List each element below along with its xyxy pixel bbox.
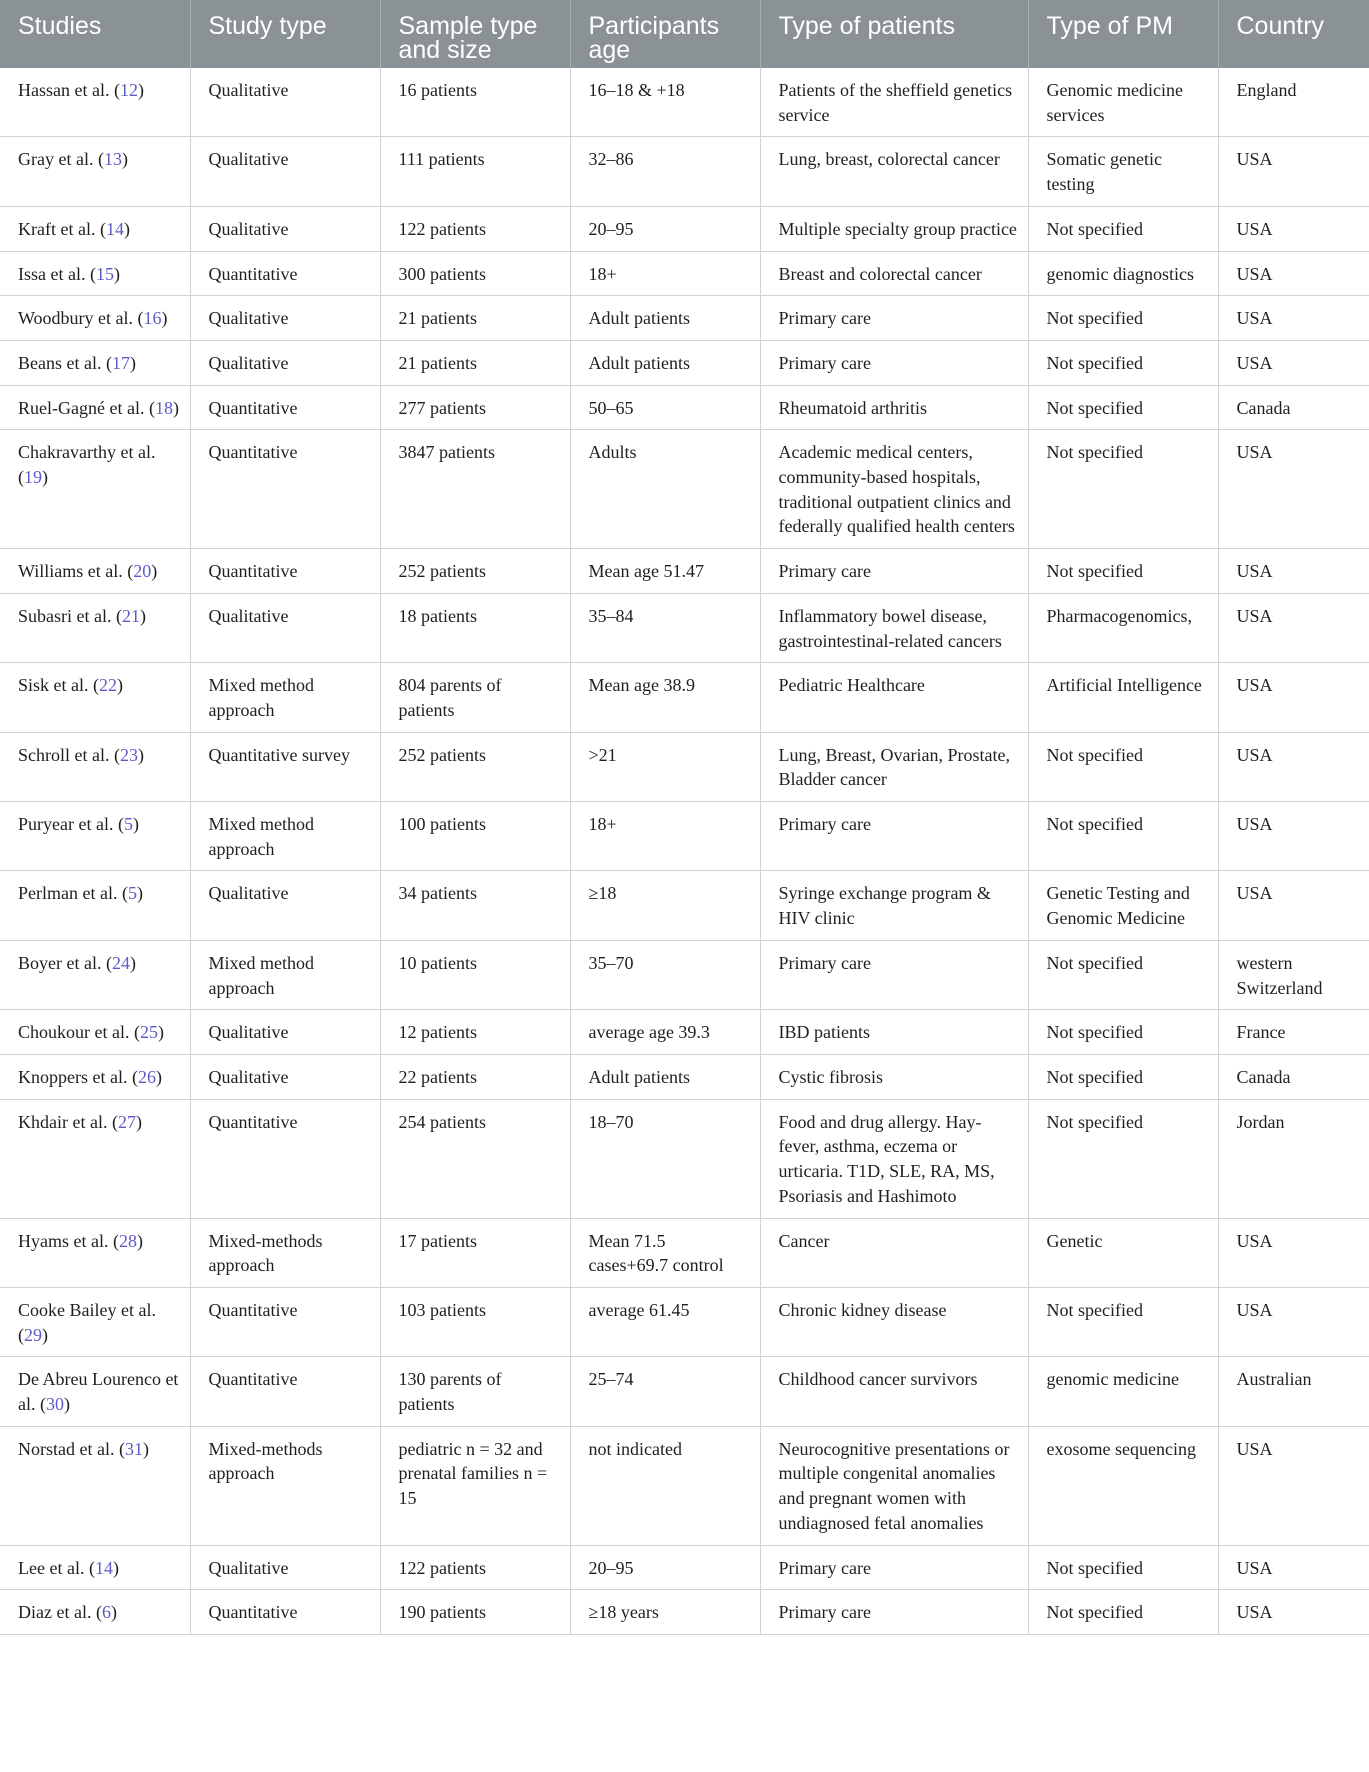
cell-type-of-patients: Rheumatoid arthritis [760, 385, 1028, 430]
cell-study: Gray et al. (13) [0, 137, 190, 206]
reference-link[interactable]: 13 [103, 149, 122, 170]
cell-type-of-pm: Not specified [1028, 802, 1218, 871]
cell-type-of-patients: Primary care [760, 802, 1028, 871]
cell-study-type: Quantitative [190, 549, 380, 594]
cell-sample: 21 patients [380, 340, 570, 385]
cell-study-type: Mixed-methods approach [190, 1426, 380, 1545]
table-row [0, 1010, 1369, 1055]
cell-type-of-patients: Primary care [760, 549, 1028, 594]
cell-type-of-pm: Not specified [1028, 940, 1218, 1009]
cell-study-type: Quantitative [190, 251, 380, 296]
table-row [0, 1099, 1369, 1218]
reference-link[interactable]: 30 [46, 1394, 64, 1415]
reference-link[interactable]: 29 [24, 1324, 42, 1345]
study-name: Choukour et al. [18, 1022, 130, 1043]
reference-link[interactable]: 5 [127, 883, 137, 904]
study-name: Diaz et al. [18, 1602, 92, 1623]
table-row [0, 251, 1369, 296]
cell-country: USA [1218, 430, 1369, 549]
table-row [0, 871, 1369, 940]
cell-type-of-patients: Primary care [760, 940, 1028, 1009]
cell-sample: 34 patients [380, 871, 570, 940]
reference-link[interactable]: 19 [24, 467, 42, 488]
study-name: De Abreu Lourenco et al. [18, 1369, 179, 1415]
reference-link[interactable]: 23 [119, 744, 138, 765]
cell-participants-age: Adult patients [570, 1054, 760, 1099]
reference-link[interactable]: 15 [95, 263, 114, 284]
table-row [0, 1287, 1369, 1356]
cell-study: De Abreu Lourenco et al. (30) [0, 1357, 190, 1426]
cell-study-type: Mixed-methods approach [190, 1218, 380, 1287]
header-row [0, 0, 1369, 68]
cell-study-type: Qualitative [190, 1545, 380, 1590]
cell-country: USA [1218, 1545, 1369, 1590]
cell-participants-age: Mean 71.5 cases+69.7 control [570, 1218, 760, 1287]
cell-country: USA [1218, 1426, 1369, 1545]
cell-sample: 254 patients [380, 1099, 570, 1218]
cell-sample: 17 patients [380, 1218, 570, 1287]
cell-study-type: Mixed method approach [190, 663, 380, 732]
cell-study: Subasri et al. (21) [0, 593, 190, 662]
cell-country: USA [1218, 137, 1369, 206]
cell-country: USA [1218, 296, 1369, 341]
cell-type-of-patients: Cystic fibrosis [760, 1054, 1028, 1099]
study-name: Subasri et al. [18, 605, 112, 626]
cell-study: Knoppers et al. (26) [0, 1054, 190, 1099]
cell-participants-age: 25–74 [570, 1357, 760, 1426]
cell-study-type: Qualitative [190, 296, 380, 341]
study-name: Puryear et al. [18, 814, 114, 835]
table-row [0, 802, 1369, 871]
table-row [0, 430, 1369, 549]
table-row [0, 1426, 1369, 1545]
study-name: Perlman et al. [18, 883, 118, 904]
cell-type-of-patients: Breast and colorectal cancer [760, 251, 1028, 296]
cell-study-type: Quantitative [190, 430, 380, 549]
cell-sample: 300 patients [380, 251, 570, 296]
cell-study-type: Mixed method approach [190, 940, 380, 1009]
cell-participants-age: 16–18 & +18 [570, 68, 760, 137]
reference-link[interactable]: 14 [94, 1557, 113, 1578]
cell-country: USA [1218, 593, 1369, 662]
cell-type-of-pm: Not specified [1028, 385, 1218, 430]
cell-participants-age: average age 39.3 [570, 1010, 760, 1055]
header-participants-age: Participants age [570, 0, 760, 68]
table-row [0, 940, 1369, 1009]
reference-link[interactable]: 21 [121, 605, 140, 626]
reference-link[interactable]: 5 [123, 814, 133, 835]
cell-study: Choukour et al. (25) [0, 1010, 190, 1055]
cell-study: Williams et al. (20) [0, 549, 190, 594]
cell-study: Hyams et al. (28) [0, 1218, 190, 1287]
cell-sample: 122 patients [380, 206, 570, 251]
study-name: Gray et al. [18, 149, 94, 170]
cell-study: Ruel-Gagné et al. (18) [0, 385, 190, 430]
cell-sample: 277 patients [380, 385, 570, 430]
cell-participants-age: 50–65 [570, 385, 760, 430]
cell-study-type: Qualitative [190, 871, 380, 940]
cell-sample: 10 patients [380, 940, 570, 1009]
reference-link[interactable]: 6 [101, 1602, 111, 1623]
header-sample-type-and-size: Sample type and size [380, 0, 570, 68]
cell-country: Jordan [1218, 1099, 1369, 1218]
cell-type-of-patients: Primary care [760, 1590, 1028, 1635]
cell-type-of-patients: Patients of the sheffield genetics service [760, 68, 1028, 137]
cell-study-type: Quantitative [190, 1590, 380, 1635]
table-row [0, 1218, 1369, 1287]
table-row [0, 206, 1369, 251]
cell-type-of-patients: Multiple specialty group practice [760, 206, 1028, 251]
cell-country: England [1218, 68, 1369, 137]
cell-participants-age: average 61.45 [570, 1287, 760, 1356]
cell-study: Issa et al. (15) [0, 251, 190, 296]
cell-type-of-pm: Not specified [1028, 340, 1218, 385]
cell-study: Puryear et al. (5) [0, 802, 190, 871]
cell-participants-age: 18+ [570, 251, 760, 296]
table-row [0, 1590, 1369, 1635]
reference-link[interactable]: 14 [105, 218, 124, 239]
cell-type-of-pm: Artificial Intelligence [1028, 663, 1218, 732]
cell-study-type: Qualitative [190, 340, 380, 385]
cell-type-of-patients: Lung, breast, colorectal cancer [760, 137, 1028, 206]
cell-country: France [1218, 1010, 1369, 1055]
reference-link[interactable]: 12 [119, 80, 138, 100]
cell-study-type: Mixed method approach [190, 802, 380, 871]
cell-type-of-pm: Not specified [1028, 549, 1218, 594]
cell-sample: 12 patients [380, 1010, 570, 1055]
study-name: Beans et al. [18, 352, 102, 373]
reference-link[interactable]: 24 [111, 952, 130, 973]
cell-study: Sisk et al. (22) [0, 663, 190, 732]
cell-participants-age: 32–86 [570, 137, 760, 206]
cell-country: USA [1218, 663, 1369, 732]
cell-type-of-pm: Somatic genetic testing [1028, 137, 1218, 206]
cell-type-of-patients: Pediatric Healthcare [760, 663, 1028, 732]
table-row [0, 1545, 1369, 1590]
cell-study-type: Quantitative [190, 1357, 380, 1426]
cell-type-of-patients: Food and drug allergy. Hay-fever, asthma, eczema or urticaria. T1D, SLE, RA, MS, Psoriasis and Hashimoto [760, 1099, 1028, 1218]
cell-type-of-pm: Genomic medicine services [1028, 68, 1218, 137]
cell-type-of-pm: Pharmacogenomics, [1028, 593, 1218, 662]
study-name: Schroll et al. [18, 744, 110, 765]
cell-study: Beans et al. (17) [0, 340, 190, 385]
study-name: Boyer et al. [18, 952, 102, 973]
cell-type-of-pm: Not specified [1028, 430, 1218, 549]
cell-study-type: Qualitative [190, 206, 380, 251]
reference-link[interactable]: 28 [118, 1230, 137, 1251]
reference-link[interactable]: 16 [143, 308, 162, 329]
study-name: Hyams et al. [18, 1230, 109, 1251]
cell-type-of-pm: Not specified [1028, 1010, 1218, 1055]
reference-link[interactable]: 26 [137, 1066, 156, 1087]
header-type-of-pm: Type of PM [1028, 0, 1218, 68]
study-name: Williams et al. [18, 561, 123, 582]
study-name: Woodbury et al. [18, 308, 134, 329]
cell-participants-age: ≥18 years [570, 1590, 760, 1635]
reference-link[interactable]: 20 [133, 561, 152, 582]
cell-study-type: Qualitative [190, 1054, 380, 1099]
cell-study: Perlman et al. (5) [0, 871, 190, 940]
table-row [0, 663, 1369, 732]
table-row [0, 1357, 1369, 1426]
cell-country: USA [1218, 1218, 1369, 1287]
reference-link[interactable]: 18 [154, 397, 173, 418]
cell-sample: 111 patients [380, 137, 570, 206]
cell-study-type: Qualitative [190, 137, 380, 206]
cell-type-of-pm: genomic diagnostics [1028, 251, 1218, 296]
table-row [0, 593, 1369, 662]
cell-country: USA [1218, 340, 1369, 385]
cell-participants-age: 18+ [570, 802, 760, 871]
study-name: Chakravarthy et al. [18, 442, 156, 463]
cell-sample: 100 patients [380, 802, 570, 871]
header-study-type: Study type [190, 0, 380, 68]
cell-type-of-patients: Childhood cancer survivors [760, 1357, 1028, 1426]
cell-participants-age: ≥18 [570, 871, 760, 940]
cell-country: USA [1218, 732, 1369, 801]
reference-link[interactable]: 17 [111, 352, 130, 373]
cell-country: USA [1218, 802, 1369, 871]
reference-link[interactable]: 25 [139, 1022, 158, 1043]
table-body [0, 68, 1369, 1634]
cell-participants-age: Adult patients [570, 340, 760, 385]
cell-type-of-patients: Neurocognitive presentations or multiple congenital anomalies and pregnant women with undiagnosed fetal anomalies [760, 1426, 1028, 1545]
cell-study: Boyer et al. (24) [0, 940, 190, 1009]
cell-participants-age: 20–95 [570, 1545, 760, 1590]
cell-study-type: Quantitative [190, 385, 380, 430]
cell-country: Canada [1218, 385, 1369, 430]
table-row [0, 137, 1369, 206]
study-name: Cooke Bailey et al. [18, 1299, 156, 1320]
cell-sample: 252 patients [380, 549, 570, 594]
header-type-of-patients: Type of patients [760, 0, 1028, 68]
cell-participants-age: not indicated [570, 1426, 760, 1545]
cell-study: Kraft et al. (14) [0, 206, 190, 251]
cell-study-type: Quantitative [190, 1099, 380, 1218]
study-name: Ruel-Gagné et al. [18, 397, 145, 418]
cell-sample: 130 parents of patients [380, 1357, 570, 1426]
reference-link[interactable]: 31 [124, 1438, 143, 1459]
cell-study: Woodbury et al. (16) [0, 296, 190, 341]
cell-type-of-patients: Syringe exchange program & HIV clinic [760, 871, 1028, 940]
table-header [0, 0, 1369, 68]
cell-study-type: Qualitative [190, 68, 380, 137]
cell-sample: pediatric n = 32 and prenatal families n = 15 [380, 1426, 570, 1545]
cell-participants-age: >21 [570, 732, 760, 801]
cell-study: Schroll et al. (23) [0, 732, 190, 801]
cell-study: Lee et al. (14) [0, 1545, 190, 1590]
table-row [0, 549, 1369, 594]
cell-sample: 804 parents of patients [380, 663, 570, 732]
cell-type-of-pm: Not specified [1028, 732, 1218, 801]
cell-type-of-patients: Primary care [760, 296, 1028, 341]
cell-type-of-pm: genomic medicine [1028, 1357, 1218, 1426]
cell-study-type: Qualitative [190, 1010, 380, 1055]
cell-sample: 16 patients [380, 68, 570, 137]
cell-study: Chakravarthy et al. (19) [0, 430, 190, 549]
cell-study: Cooke Bailey et al. (29) [0, 1287, 190, 1356]
study-name: Khdair et al. [18, 1111, 108, 1132]
cell-country: Canada [1218, 1054, 1369, 1099]
table-row [0, 296, 1369, 341]
cell-sample: 21 patients [380, 296, 570, 341]
cell-country: USA [1218, 206, 1369, 251]
cell-type-of-pm: exosome sequencing [1028, 1426, 1218, 1545]
cell-sample: 103 patients [380, 1287, 570, 1356]
study-name: Lee et al. [18, 1557, 85, 1578]
header-studies: Studies [0, 0, 190, 68]
reference-link[interactable]: 22 [99, 675, 117, 696]
cell-type-of-patients: Academic medical centers, community-based hospitals, traditional outpatient clinics and federally qualified health centers [760, 430, 1028, 549]
cell-country: USA [1218, 1590, 1369, 1635]
cell-study-type: Quantitative [190, 1287, 380, 1356]
cell-study: Norstad et al. (31) [0, 1426, 190, 1545]
study-name: Sisk et al. [18, 675, 89, 696]
study-name: Kraft et al. [18, 218, 96, 239]
cell-participants-age: 35–84 [570, 593, 760, 662]
cell-type-of-patients: IBD patients [760, 1010, 1028, 1055]
cell-study-type: Quantitative survey [190, 732, 380, 801]
cell-study: Diaz et al. (6) [0, 1590, 190, 1635]
study-name: Knoppers et al. [18, 1066, 128, 1087]
cell-study-type: Qualitative [190, 593, 380, 662]
cell-sample: 252 patients [380, 732, 570, 801]
table-row [0, 732, 1369, 801]
table-row [0, 385, 1369, 430]
cell-sample: 18 patients [380, 593, 570, 662]
cell-participants-age: 35–70 [570, 940, 760, 1009]
cell-sample: 3847 patients [380, 430, 570, 549]
cell-type-of-pm: Not specified [1028, 206, 1218, 251]
cell-type-of-patients: Primary care [760, 340, 1028, 385]
cell-country: USA [1218, 251, 1369, 296]
cell-sample: 22 patients [380, 1054, 570, 1099]
cell-study: Hassan et al. (12) [0, 68, 190, 137]
reference-link[interactable]: 27 [117, 1111, 136, 1132]
cell-participants-age: Mean age 38.9 [570, 663, 760, 732]
cell-study: Khdair et al. (27) [0, 1099, 190, 1218]
study-name: Norstad et al. [18, 1438, 115, 1459]
cell-country: USA [1218, 549, 1369, 594]
cell-participants-age: Adults [570, 430, 760, 549]
cell-country: Australian [1218, 1357, 1369, 1426]
cell-type-of-pm: Not specified [1028, 1287, 1218, 1356]
cell-country: USA [1218, 871, 1369, 940]
cell-type-of-patients: Inflammatory bowel disease, gastrointestinal-related cancers [760, 593, 1028, 662]
cell-type-of-patients: Lung, Breast, Ovarian, Prostate, Bladder cancer [760, 732, 1028, 801]
study-name: Hassan et al. [18, 80, 110, 100]
table-row [0, 340, 1369, 385]
cell-type-of-pm: Not specified [1028, 1590, 1218, 1635]
cell-type-of-pm: Not specified [1028, 296, 1218, 341]
cell-sample: 122 patients [380, 1545, 570, 1590]
cell-type-of-pm: Genetic Testing and Genomic Medicine [1028, 871, 1218, 940]
cell-participants-age: 18–70 [570, 1099, 760, 1218]
cell-type-of-patients: Chronic kidney disease [760, 1287, 1028, 1356]
cell-participants-age: Adult patients [570, 296, 760, 341]
table-row [0, 1054, 1369, 1099]
cell-type-of-patients: Cancer [760, 1218, 1028, 1287]
table-row [0, 68, 1369, 137]
cell-type-of-pm: Not specified [1028, 1545, 1218, 1590]
cell-type-of-patients: Primary care [760, 1545, 1028, 1590]
cell-sample: 190 patients [380, 1590, 570, 1635]
cell-participants-age: Mean age 51.47 [570, 549, 760, 594]
cell-type-of-pm: Not specified [1028, 1099, 1218, 1218]
cell-type-of-pm: Not specified [1028, 1054, 1218, 1099]
header-country: Country [1218, 0, 1369, 68]
cell-country: western Switzerland [1218, 940, 1369, 1009]
cell-country: USA [1218, 1287, 1369, 1356]
study-name: Issa et al. [18, 263, 86, 284]
cell-participants-age: 20–95 [570, 206, 760, 251]
cell-type-of-pm: Genetic [1028, 1218, 1218, 1287]
